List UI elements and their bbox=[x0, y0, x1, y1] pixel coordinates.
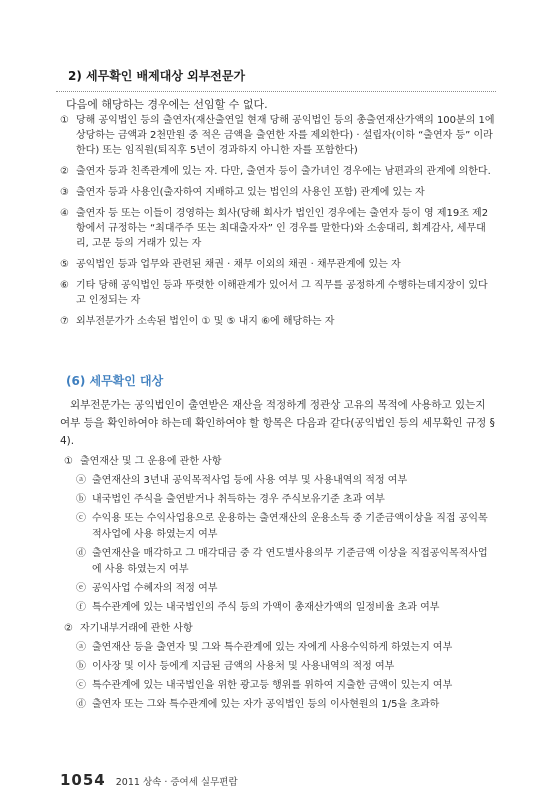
sub-item-text: 수익용 또는 수익사업용으로 운용하는 출연재산의 운용소득 중 기준금액이상을 직접 공익목적사업에 사용 하였는지 여부 bbox=[92, 513, 488, 540]
sub-item bbox=[76, 492, 496, 508]
item-text: 공익법인 등과 업무와 관련된 채권 · 채무 이외의 채권 · 채무관계에 있는 자 bbox=[76, 259, 401, 270]
sub-item-text: 출연자 또는 그와 특수관계에 있는 자가 공익법인 등의 이사현원의 1/5을 초과하 bbox=[92, 699, 440, 710]
item-text: 외부전문가가 소속된 법인이 ① 및 ⑤ 내지 ⑥에 해당하는 자 bbox=[76, 316, 335, 327]
book-title: 2011 상속 · 증여세 실무편람 bbox=[115, 777, 238, 788]
sub-item-text: 출연재산을 매각하고 그 매각대금 중 각 연도별사용의무 기준금액 이상을 직접공익목적사업에 사용 하였는지 여부 bbox=[92, 548, 488, 575]
item-text: 출연자 등 또는 이들이 경영하는 회사(당해 회사가 법인인 경우에는 출연자 등이 영 제19조 제2항에서 규정하는 “최대주주 또는 최대출자자” 인 경우를 말한다)와 소송대리, 회계감사, 세무대리, 고문 등의 거래가 있는 자 bbox=[76, 208, 489, 249]
check-items-outline bbox=[64, 454, 496, 716]
sub-item bbox=[76, 659, 496, 675]
sub-item-text: 공익사업 수혜자의 적정 여부 bbox=[92, 583, 218, 594]
item-number: ④ bbox=[60, 208, 69, 219]
item-number: ③ bbox=[60, 187, 69, 198]
sub-item-text: 이사장 및 이사 등에게 지급된 금액의 사용처 및 사용내역의 적정 여부 bbox=[92, 661, 395, 672]
sub-item-letter: ⓒ bbox=[76, 680, 86, 691]
sub-item-letter: ⓓ bbox=[76, 699, 86, 710]
sub-item-text: 출연재산 등을 출연자 및 그와 특수관계에 있는 자에게 사용수익하게 하였는지 여부 bbox=[92, 642, 453, 653]
item-text: 출연자 등과 친족관계에 있는 자. 다만, 출연자 등이 출가녀인 경우에는 남편과의 관계에 의한다. bbox=[76, 166, 491, 177]
group-number: ① bbox=[64, 456, 73, 467]
sub-item-letter: ⓐ bbox=[76, 475, 86, 486]
sub-item-text: 특수관계에 있는 내국법인의 주식 등의 가액이 총재산가액의 일정비율 초과 여부 bbox=[92, 602, 440, 613]
exclusion-list bbox=[60, 113, 496, 335]
sub-item-letter: ⓓ bbox=[76, 548, 86, 559]
item-number: ⑤ bbox=[60, 259, 69, 270]
dotted-divider bbox=[56, 91, 496, 92]
item-text: 당해 공익법인 등의 출연자(재산출연일 현재 당해 공익법인 등의 총출연재산가액의 100분의 1에 상당하는 금액과 2천만원 중 적은 금액을 출연한 자를 제외한다) · 설립자(이하 “출연자 등” 이라 한다) 또는 임직원(퇴직후 5년이 경과하지 아니한 자를 포함한다) bbox=[76, 115, 495, 156]
sub-item bbox=[76, 473, 496, 489]
sub-item-letter: ⓕ bbox=[76, 602, 86, 613]
sub-item bbox=[76, 581, 496, 597]
list-item bbox=[60, 185, 496, 200]
item-number: ⑥ bbox=[60, 280, 69, 291]
item-number: ① bbox=[60, 115, 69, 126]
sub-item-text: 출연재산의 3년내 공익목적사업 등에 사용 여부 및 사용내역의 적정 여부 bbox=[92, 475, 408, 486]
section-heading-2: 2) 세무확인 배제대상 외부전문가 bbox=[68, 69, 246, 83]
sub-item bbox=[76, 697, 496, 713]
sub-item bbox=[76, 546, 496, 578]
sub-item-letter: ⓒ bbox=[76, 513, 86, 524]
list-item bbox=[60, 206, 496, 251]
sub-item-letter: ⓑ bbox=[76, 661, 86, 672]
page-number: 1054 bbox=[60, 771, 106, 789]
item-number: ⑦ bbox=[60, 316, 69, 327]
sub-item bbox=[76, 511, 496, 543]
list-item bbox=[60, 164, 496, 179]
sub-item-text: 특수관계에 있는 내국법인을 위한 광고등 행위를 위하여 지출한 금액이 있는지 여부 bbox=[92, 680, 453, 691]
sub-item-letter: ⓑ bbox=[76, 494, 86, 505]
list-item bbox=[60, 113, 496, 158]
sub-item-text: 내국법인 주식을 출연받거나 취득하는 경우 주식보유기준 초과 여부 bbox=[92, 494, 385, 505]
sub-item bbox=[76, 678, 496, 694]
item-text: 기타 당해 공익법인 등과 뚜렷한 이해관계가 있어서 그 직무를 공정하게 수행하는데지장이 있다고 인정되는 자 bbox=[76, 280, 488, 306]
group-title bbox=[64, 454, 496, 470]
sub-item bbox=[76, 600, 496, 616]
group-title-text: 출연재산 및 그 운용에 관한 사항 bbox=[80, 456, 222, 467]
list-item bbox=[60, 278, 496, 308]
page-footer bbox=[60, 771, 238, 789]
item-text: 출연자 등과 사용인(출자하여 지배하고 있는 법인의 사용인 포함) 관계에 있는 자 bbox=[76, 187, 425, 198]
list-item bbox=[60, 257, 496, 272]
section-intro: 다음에 해당하는 경우에는 선임할 수 없다. bbox=[66, 98, 268, 111]
sub-item-letter: ⓔ bbox=[76, 583, 86, 594]
group-title bbox=[64, 621, 496, 637]
item-number: ② bbox=[60, 166, 69, 177]
sub-item-letter: ⓐ bbox=[76, 642, 86, 653]
section-paragraph: 외부전문가는 공익법인이 출연받은 재산을 적정하게 정관상 고유의 목적에 사용하고 있는지 여부 등을 확인하여야 하는데 확인하여야 할 항목은 다음과 같다(공익법인 등의 세무확인 규정 § 4). bbox=[60, 399, 495, 447]
section-heading-6: (6) 세무확인 대상 bbox=[66, 374, 164, 388]
sub-item bbox=[76, 640, 496, 656]
list-item bbox=[60, 314, 496, 329]
group-number: ② bbox=[64, 623, 73, 634]
group-title-text: 자기내부거래에 관한 사항 bbox=[80, 623, 193, 634]
